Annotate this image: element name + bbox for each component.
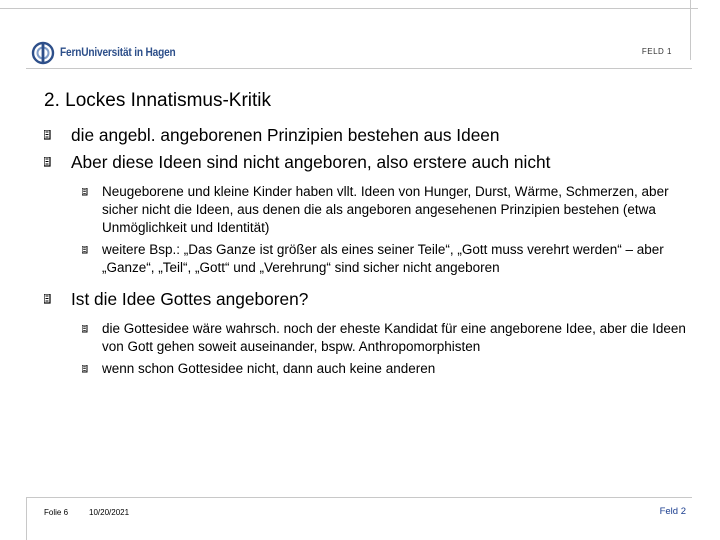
bullet-item — [44, 149, 694, 176]
logo-text: FernUniversität in Hagen — [60, 47, 176, 59]
fernuni-logo-icon — [30, 40, 56, 66]
square-bullet-icon — [82, 188, 89, 196]
bullet-item — [44, 122, 694, 149]
square-bullet-icon — [82, 365, 89, 373]
field-label: FELD 1 — [641, 47, 672, 56]
header-rule-top — [0, 8, 698, 9]
slide-title: 2. Lockes Innatismus-Kritik — [44, 90, 272, 111]
sub-bullet-item — [44, 360, 694, 378]
bullet-text: Aber diese Ideen sind nicht angeboren, also erstere auch nicht — [71, 152, 551, 172]
sub-bullet-text: wenn schon Gottesidee nicht, dann auch keine anderen — [102, 361, 436, 376]
square-bullet-icon — [44, 294, 52, 304]
slide-number: Folie 6 — [44, 508, 69, 517]
slide-content — [44, 122, 694, 378]
sub-bullet-text: die Gottesidee wäre wahrsch. noch der eheste Kandidat für eine angeborene Idee, aber die Ideen von Gott gehen soweit auseinander, bspw. Anthropomorphisten — [102, 321, 686, 354]
sub-bullet-item — [44, 241, 694, 277]
university-logo — [30, 38, 191, 68]
square-bullet-icon — [44, 157, 52, 167]
footer-rule — [26, 497, 692, 498]
square-bullet-icon — [82, 246, 89, 254]
bullet-text: Ist die Idee Gottes angeboren? — [71, 289, 309, 309]
sub-bullet-item — [44, 183, 694, 237]
sub-bullet-item — [44, 320, 694, 356]
square-bullet-icon — [82, 325, 89, 333]
header-rule-bottom — [26, 68, 692, 69]
footer-feld-label: Feld 2 — [659, 506, 686, 517]
bullet-text: die angebl. angeborenen Prinzipien bestehen aus Ideen — [71, 125, 500, 145]
footer-rule-vertical — [26, 497, 27, 540]
sub-bullet-text: Neugeborene und kleine Kinder haben vllt. Ideen von Hunger, Durst, Wärme, Schmerzen, aber sicher nicht die Ideen, aus denen die als angeboren angesehenen Prinzipien bestehen (etwa Unmöglichkeit und Identität) — [102, 184, 669, 235]
sub-bullet-text: weitere Bsp.: „Das Ganze ist größer als eines seiner Teile“, „Gott muss verehrt werden“ – aber „Ganze“, „Teil“, „Gott“ und „Verehrung“ sind sicher nicht angeboren — [102, 242, 664, 275]
square-bullet-icon — [44, 130, 52, 140]
bullet-item — [44, 286, 694, 313]
header-rule-vertical — [690, 0, 691, 60]
slide-date: 10/20/2021 — [89, 508, 130, 517]
